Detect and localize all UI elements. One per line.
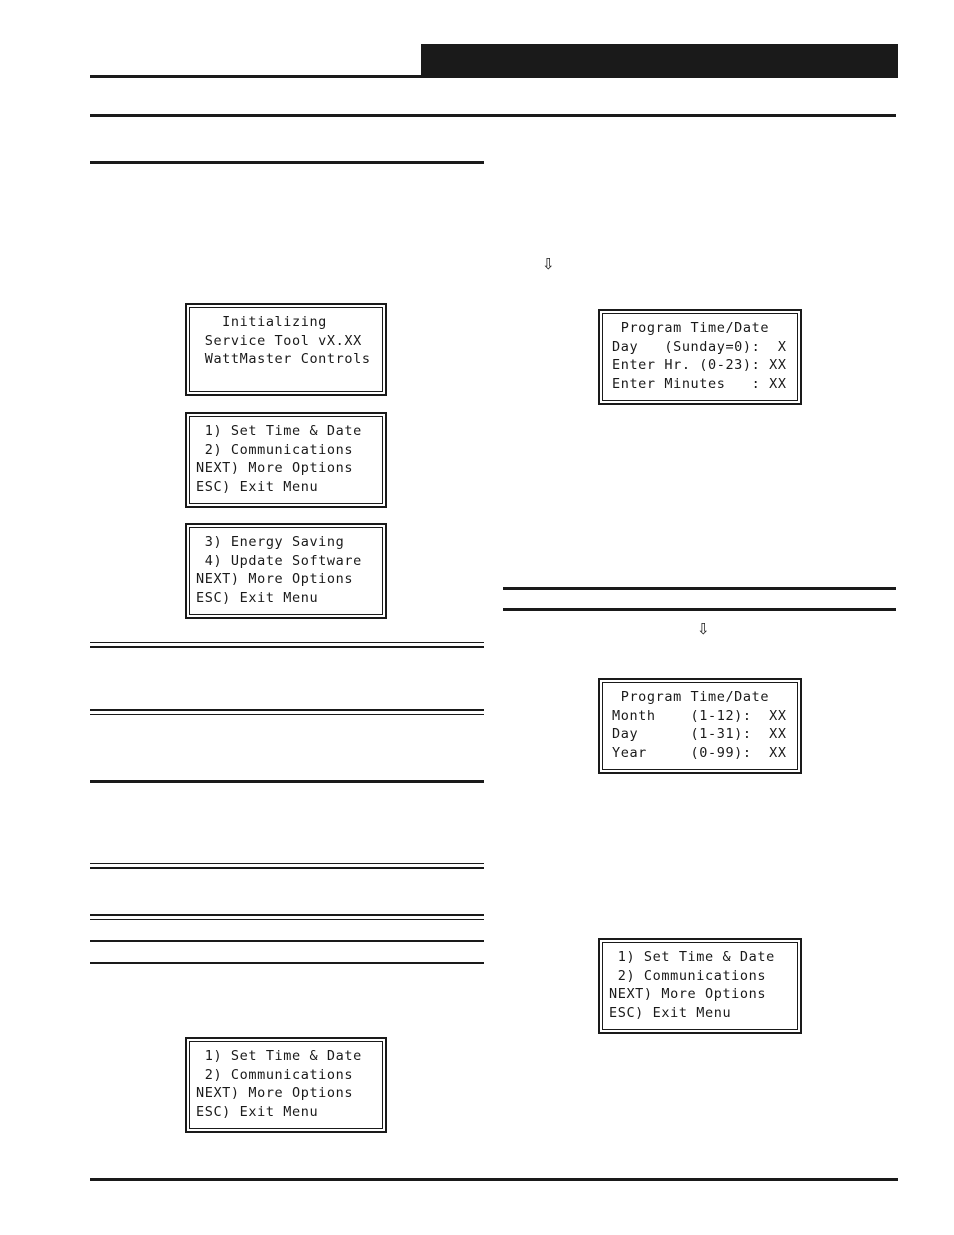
lcd-line: ESC) Exit Menu (196, 479, 319, 496)
lcd-line: 1) Set Time & Date (196, 423, 362, 439)
lcd-line: Year (0-99): XX (612, 745, 787, 762)
lcd-line: Service Tool vX.XX (196, 332, 362, 349)
header-tab (421, 44, 898, 78)
lcd-screen-main-menu-final (598, 938, 802, 1034)
lcd-line: ESC) Exit Menu (196, 590, 319, 607)
top-divider (90, 114, 896, 117)
note2-top-rule (90, 867, 484, 869)
lcd-line: NEXT) More Options (196, 571, 354, 588)
down-arrow-icon: ⇩ (697, 620, 710, 638)
right-section-rule-top (503, 587, 896, 590)
lcd-line: 4) Update Software (196, 552, 362, 569)
lcd-screen-program-time (598, 309, 802, 405)
lcd-line (196, 369, 376, 388)
note2-top-rule-thin (90, 863, 484, 864)
lcd-line: Enter Minutes : XX (612, 376, 787, 393)
lcd-line: Program Time/Date (612, 320, 770, 336)
left-section-rule-4 (90, 962, 484, 964)
lcd-line: Enter Hr. (0-23): XX (612, 357, 787, 374)
left-section-rule (90, 161, 484, 164)
left-section-rule-2 (90, 780, 484, 783)
lcd-line: ESC) Exit Menu (609, 1005, 732, 1022)
right-section-rule-bottom (503, 608, 896, 611)
lcd-line: Month (1-12): XX (612, 707, 787, 724)
note-top-rule-thin (90, 642, 484, 643)
lcd-line: 1) Set Time & Date (196, 1048, 362, 1064)
lcd-screen-program-date (598, 678, 802, 774)
note2-bottom-rule (90, 914, 484, 916)
lcd-line: 1) Set Time & Date (609, 949, 775, 965)
lcd-screen-more-options (185, 523, 387, 619)
lcd-line: WattMaster Controls (196, 351, 371, 368)
lcd-line: Day (Sunday=0): X (612, 338, 787, 355)
down-arrow-icon: ⇩ (542, 255, 555, 273)
lcd-line: NEXT) More Options (609, 986, 767, 1003)
lcd-line: NEXT) More Options (196, 460, 354, 477)
lcd-line: 2) Communications (609, 967, 767, 984)
lcd-line: Initializing (196, 314, 327, 330)
note-bottom-rule-thin (90, 714, 484, 715)
lcd-line: 2) Communications (196, 1066, 354, 1083)
lcd-line: ESC) Exit Menu (196, 1104, 319, 1121)
header-rule (90, 75, 898, 78)
lcd-screen-main-menu (185, 412, 387, 508)
footer-rule (90, 1178, 898, 1181)
lcd-screen-main-menu-return (185, 1037, 387, 1133)
note-bottom-rule (90, 709, 484, 711)
lcd-line: 3) Energy Saving (196, 534, 345, 550)
note2-bottom-rule-thin (90, 919, 484, 920)
lcd-line: Program Time/Date (612, 689, 770, 705)
left-section-rule-3 (90, 940, 484, 942)
lcd-line: NEXT) More Options (196, 1085, 354, 1102)
lcd-line: Day (1-31): XX (612, 726, 787, 743)
note-top-rule (90, 646, 484, 648)
lcd-line: 2) Communications (196, 441, 354, 458)
lcd-screen-initializing (185, 303, 387, 396)
